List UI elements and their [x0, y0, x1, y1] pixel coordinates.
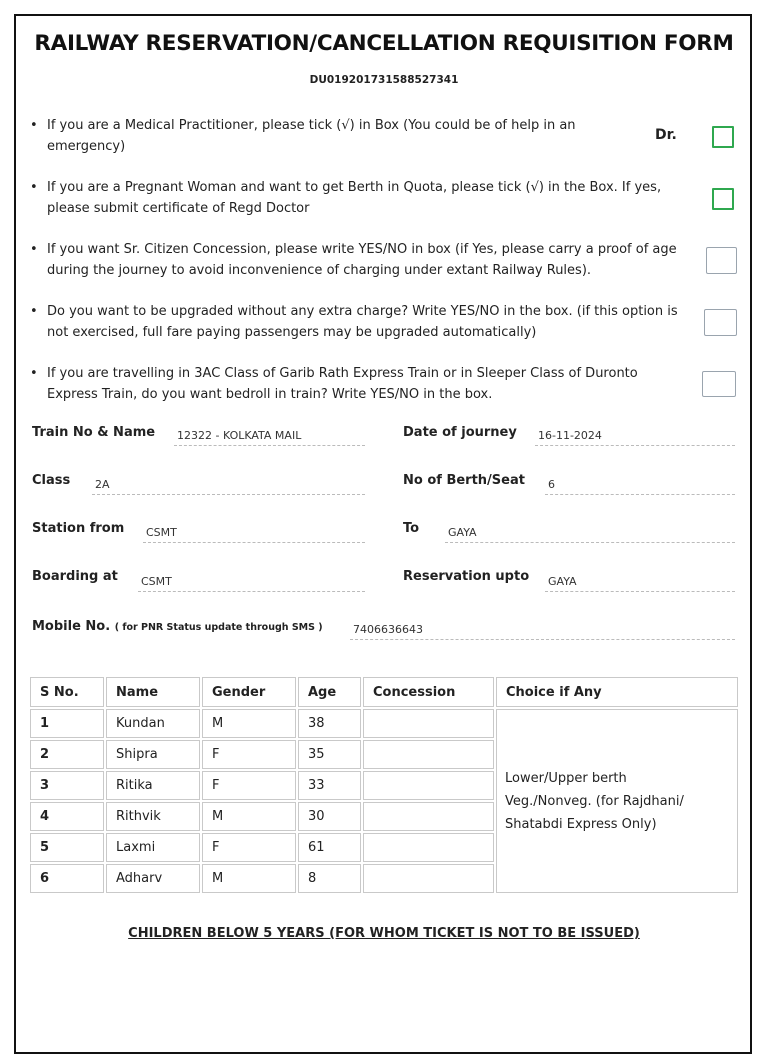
header-name: Name [106, 677, 200, 707]
cell-name[interactable]: Adharv [106, 864, 200, 893]
upto-value[interactable]: GAYA [545, 572, 735, 592]
berths-label: No of Berth/Seat [403, 473, 525, 488]
cell-gender[interactable]: M [202, 709, 296, 738]
cell-age[interactable]: 30 [298, 802, 361, 831]
bullet-icon: • [30, 242, 38, 257]
cell-sno: 6 [30, 864, 104, 893]
table-header-row [30, 677, 738, 707]
header-gender: Gender [202, 677, 296, 707]
from-label: Station from [32, 521, 125, 536]
cell-age[interactable]: 33 [298, 771, 361, 800]
cell-name[interactable]: Rithvik [106, 802, 200, 831]
cell-sno: 1 [30, 709, 104, 738]
instruction-text: Do you want to be upgraded without any extra charge? Write YES/NO in the box. (if this option is not exercised, full fare paying passengers may be upgraded automatically) [47, 304, 678, 340]
doj-label: Date of journey [403, 425, 517, 440]
upgrade-box[interactable] [704, 309, 737, 336]
cell-concession[interactable] [363, 709, 494, 738]
cell-sno: 4 [30, 802, 104, 831]
boarding-value[interactable]: CSMT [138, 572, 365, 592]
instruction-text: If you are travelling in 3AC Class of Garib Rath Express Train or in Sleeper Class of Duronto Express Train, do you want bedroll in train? Write YES/NO in the box. [47, 366, 638, 402]
doctor-label: Dr. [655, 127, 677, 143]
class-value[interactable]: 2A [92, 475, 365, 495]
cell-sno: 3 [30, 771, 104, 800]
cell-concession[interactable] [363, 740, 494, 769]
bullet-icon: • [30, 366, 38, 381]
cell-name[interactable]: Kundan [106, 709, 200, 738]
from-value[interactable]: CSMT [143, 523, 365, 543]
bullet-icon: • [30, 180, 38, 195]
train-value[interactable]: 12322 - KOLKATA MAIL [174, 426, 365, 446]
instruction-text: If you are a Pregnant Woman and want to get Berth in Quota, please tick (√) in the Box. If yes, please submit certificate of Regd Doctor [47, 180, 662, 216]
cell-sno: 5 [30, 833, 104, 862]
class-label: Class [32, 473, 71, 488]
header-choice: Choice if Any [496, 677, 738, 707]
berths-value[interactable]: 6 [545, 475, 735, 495]
mobile-value[interactable]: 7406636643 [350, 620, 735, 640]
cell-choice [496, 709, 738, 893]
cell-gender[interactable]: F [202, 740, 296, 769]
form-title: RAILWAY RESERVATION/CANCELLATION REQUISITION FORM [34, 31, 734, 56]
cell-concession[interactable] [363, 864, 494, 893]
doj-value[interactable]: 16-11-2024 [535, 426, 735, 446]
cell-age[interactable]: 8 [298, 864, 361, 893]
cell-name[interactable]: Laxmi [106, 833, 200, 862]
cell-gender[interactable]: F [202, 833, 296, 862]
cell-concession[interactable] [363, 802, 494, 831]
cell-name[interactable]: Ritika [106, 771, 200, 800]
children-heading: CHILDREN BELOW 5 YEARS (FOR WHOM TICKET IS NOT TO BE ISSUED) [128, 926, 640, 941]
bullet-icon: • [30, 118, 38, 133]
passenger-table [28, 675, 740, 895]
instruction-text: If you are a Medical Practitioner, please tick (√) in Box (You could be of help in an emergency) [47, 118, 576, 154]
boarding-label: Boarding at [32, 569, 118, 584]
mobile-note: ( for PNR Status update through SMS ) [114, 622, 323, 633]
upto-label: Reservation upto [403, 569, 530, 584]
mobile-label-group [32, 619, 323, 634]
cell-concession[interactable] [363, 771, 494, 800]
table-row [30, 709, 738, 738]
mobile-label: Mobile No. [32, 619, 111, 634]
senior-citizen-box[interactable] [706, 247, 737, 274]
cell-name[interactable]: Shipra [106, 740, 200, 769]
cell-age[interactable]: 35 [298, 740, 361, 769]
form-id: DU019201731588527341 [309, 74, 459, 86]
choice-line: Veg./Nonveg. (for Rajdhani/ [505, 793, 684, 809]
to-value[interactable]: GAYA [445, 523, 735, 543]
choice-line: Lower/Upper berth [505, 770, 627, 786]
medical-practitioner-checkbox[interactable] [712, 126, 734, 148]
header-concession: Concession [363, 677, 494, 707]
bedroll-box[interactable] [702, 371, 736, 397]
instruction-text: If you want Sr. Citizen Concession, please write YES/NO in box (if Yes, please carry a proof of age during the journey to avoid inconvenience of charging under extant Railway Rules). [47, 242, 677, 278]
bullet-icon: • [30, 304, 38, 319]
to-label: To [403, 521, 420, 536]
cell-age[interactable]: 61 [298, 833, 361, 862]
cell-gender[interactable]: F [202, 771, 296, 800]
cell-gender[interactable]: M [202, 802, 296, 831]
cell-gender[interactable]: M [202, 864, 296, 893]
cell-concession[interactable] [363, 833, 494, 862]
header-age: Age [298, 677, 361, 707]
pregnant-quota-checkbox[interactable] [712, 188, 734, 210]
header-sno: S No. [30, 677, 104, 707]
choice-line: Shatabdi Express Only) [505, 816, 657, 832]
cell-sno: 2 [30, 740, 104, 769]
cell-age[interactable]: 38 [298, 709, 361, 738]
train-label: Train No & Name [32, 425, 156, 440]
